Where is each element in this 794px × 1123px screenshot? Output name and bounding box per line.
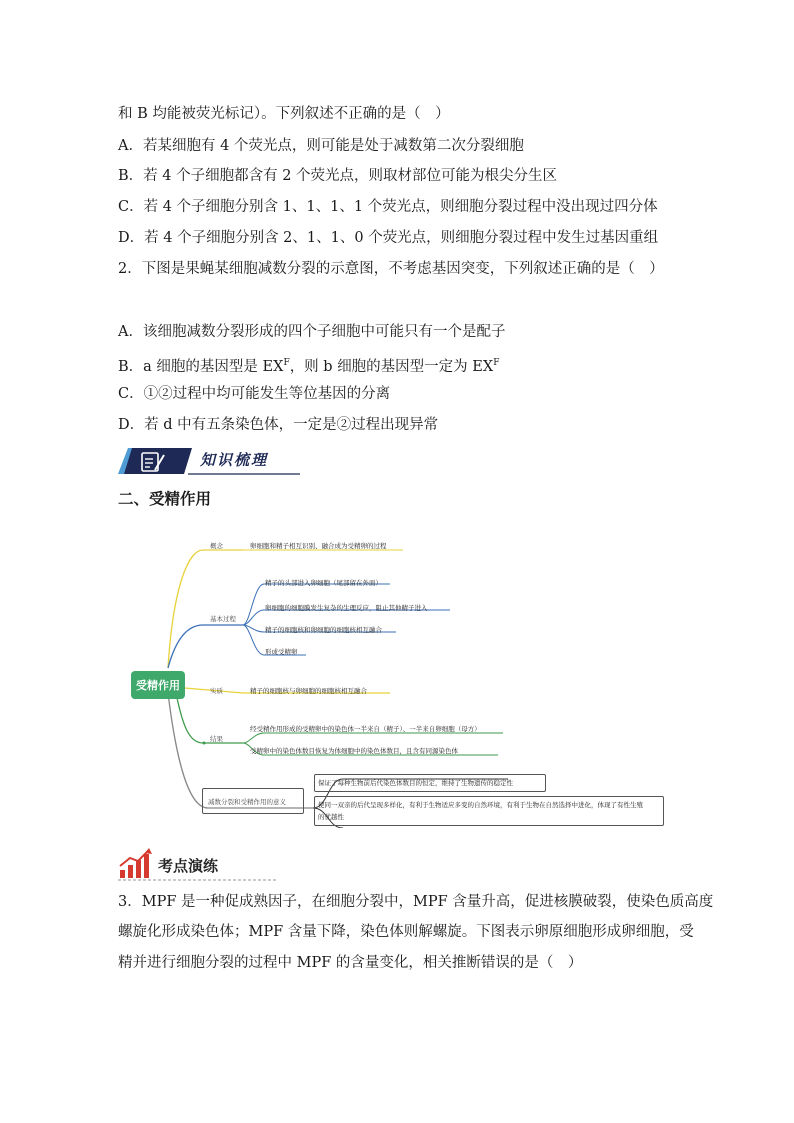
q3-line-2: 螺旋化形成染色体；MPF 含量下降，染色体则解螺旋。下图表示卵原细胞形成卵细胞，受 — [118, 924, 694, 940]
mindmap-item-result-2: 受精卵中的染色体数目恢复为体细胞中的染色体数目，且含有同源染色体 — [250, 747, 458, 755]
chart-trend-icon — [118, 848, 154, 880]
mindmap-label-concept: 概念 — [210, 542, 223, 550]
q2-option-c: C．①②过程中均可能发生等位基因的分离 — [118, 386, 391, 402]
banner-title: 知识梳理 — [200, 451, 269, 469]
mindmap-item-significance-1: 保证了每种生物前后代染色体数目的恒定，维持了生物遗传的稳定性 — [318, 779, 513, 787]
intro-line: 和 B 均能被荧光标记）。下列叙述不正确的是（ ） — [118, 106, 450, 122]
q2-stem: 2．下图是果蝇某细胞减数分裂的示意图，不考虑基因突变，下列叙述正确的是（ ） — [118, 261, 664, 277]
mindmap-item-result-1: 经受精作用形成的受精卵中的染色体一半来自（精子）、一半来自卵细胞（母方） — [250, 725, 481, 733]
q2-option-b — [118, 353, 499, 377]
q1-option-d: D．若 4 个子细胞分别含 2、1、1、0 个荧光点，则细胞分裂过程中发生过基因重组 — [118, 230, 659, 246]
q1-option-c: C．若 4 个子细胞分别含 1、1、1、1 个荧光点，则细胞分裂过程中没出现过四分体 — [118, 199, 658, 215]
kaodian-underline — [118, 878, 678, 882]
mindmap-item-process-2: 卵细胞的细胞膜发生复杂的生理反应，阻止其他精子进入 — [265, 604, 428, 612]
q1-option-b: B．若 4 个子细胞都含有 2 个荧光点，则取材部位可能为根尖分生区 — [118, 168, 558, 184]
kaodian-title: 考点演练 — [158, 857, 219, 875]
q3-line-1: 3．MPF 是一种促成熟因子，在细胞分裂中，MPF 含量升高，促进核膜破裂，使染色质高度 — [118, 894, 714, 910]
q2-option-d: D．若 d 中有五条染色体，一定是②过程出现异常 — [118, 417, 439, 433]
mindmap-label-result: 结果 — [210, 735, 223, 743]
q2-option-b-sup2: F — [493, 358, 500, 368]
mindmap-item-process-3: 精子的细胞核和卵细胞的细胞核相互融合 — [265, 626, 382, 634]
mindmap-item-process-1: 精子的头部进入卵细胞（尾部留在外面） — [265, 579, 382, 587]
mindmap-item-concept: 卵细胞和精子相互识别、融合成为受精卵的过程 — [250, 542, 387, 550]
mindmap-label-essence: 实质 — [210, 687, 223, 695]
q1-option-a: A．若某细胞有 4 个荧光点，则可能是处于减数第二次分裂细胞 — [118, 138, 524, 154]
mindmap-item-process-4: 形成受精卵 — [265, 648, 298, 656]
mindmap-label-significance: 减数分裂和受精作用的意义 — [208, 798, 286, 806]
section-title: 二、受精作用 — [118, 490, 212, 508]
q2-option-b-mid: ，则 b 细胞的基因型一定为 EX — [289, 359, 494, 375]
mindmap-item-essence: 精子的细胞核与卵细胞的细胞核相互融合 — [250, 687, 367, 695]
mindmap-label-process: 基本过程 — [210, 615, 236, 623]
q2-option-b-pre: B．a 细胞的基因型是 EX — [118, 359, 284, 375]
q2-option-b-sup1: F — [283, 358, 290, 368]
q3-line-3: 精并进行细胞分裂的过程中 MPF 的含量变化，相关推断错误的是（ ） — [118, 955, 583, 971]
mindmap-root: 受精作用 — [131, 671, 185, 699]
q2-option-a: A．该细胞减数分裂形成的四个子细胞中可能只有一个是配子 — [118, 324, 506, 340]
mindmap-item-significance-3: 的优越性 — [318, 813, 344, 821]
mindmap-item-significance-2: 使同一双亲的后代呈现多样化，有利于生物适应多变的自然环境，有利于生物在自然选择中进化，体现了有性生殖 — [318, 801, 643, 809]
